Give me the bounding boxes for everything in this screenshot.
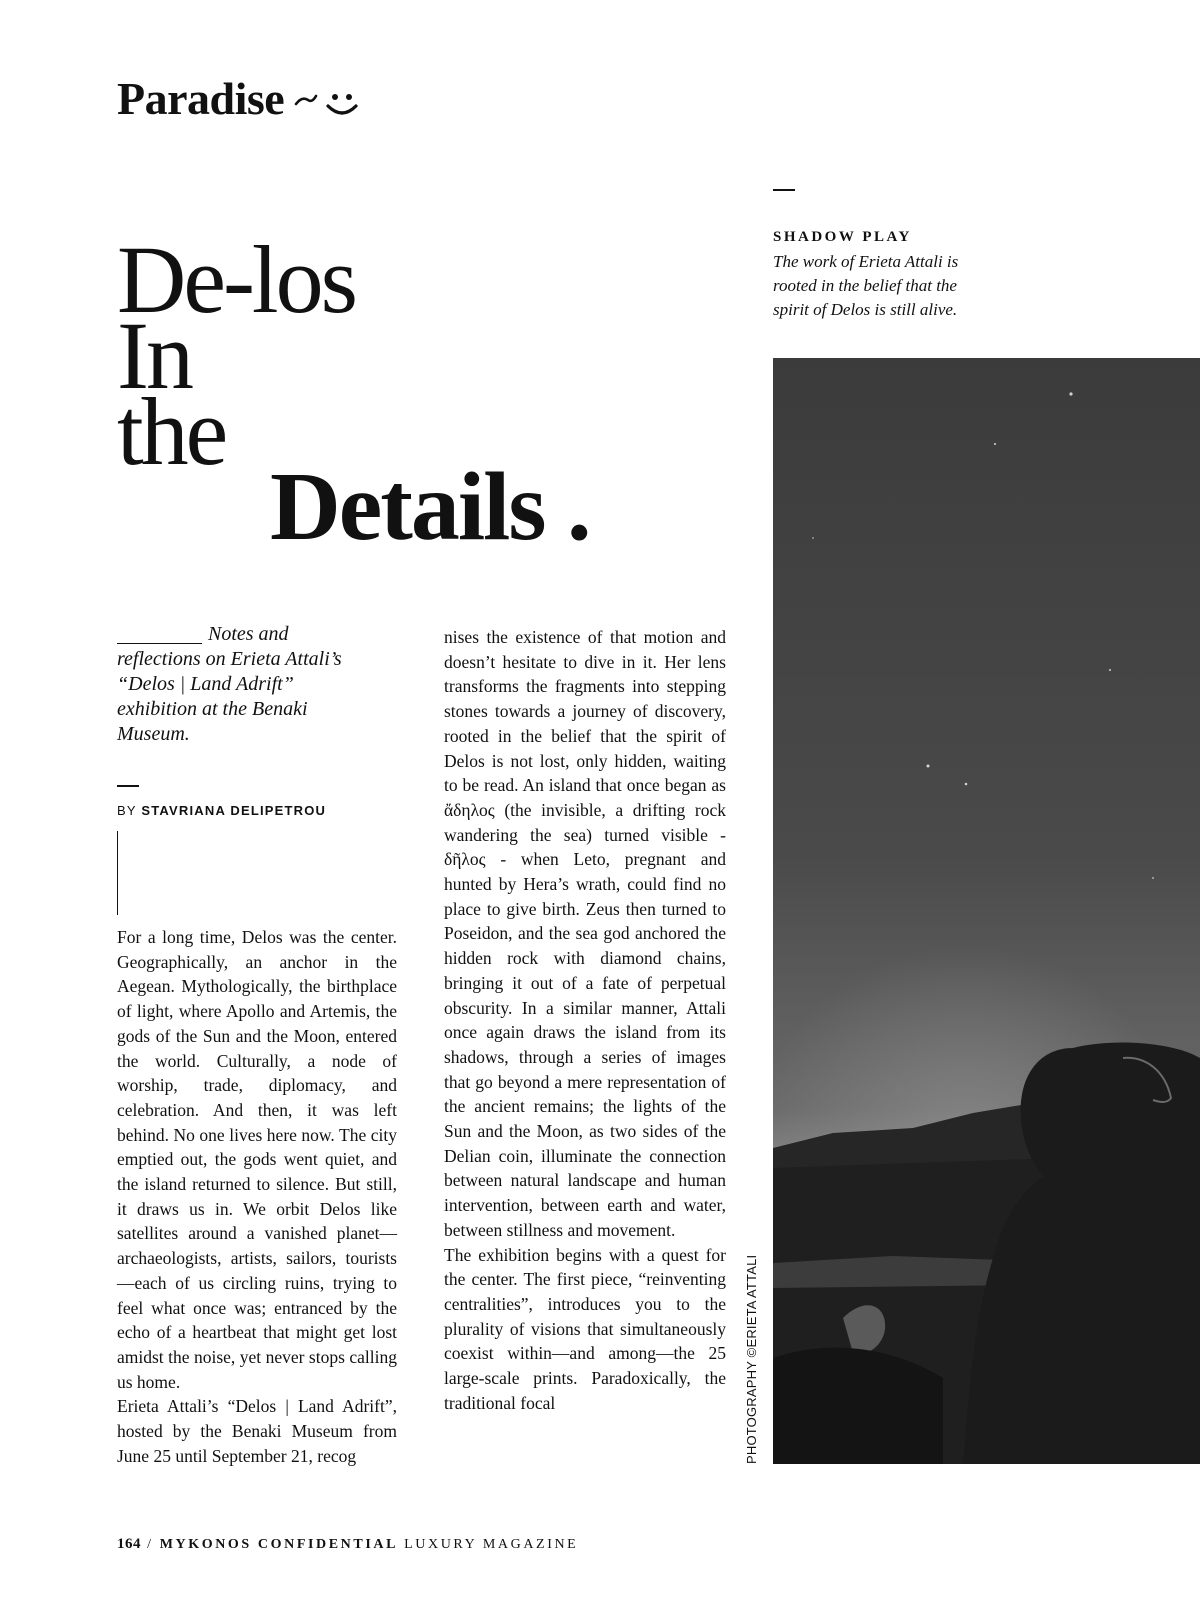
body-column-1 [117, 925, 397, 1468]
page-number: 164 [117, 1536, 141, 1552]
title-line-4: Details . [270, 453, 590, 561]
caption-dash [773, 189, 795, 191]
photo-credit: PHOTOGRAPHY ©ERIETA ATTALI [744, 1254, 759, 1464]
magazine-suffix: LUXURY MAGAZINE [404, 1537, 579, 1552]
body-column-2 [444, 625, 726, 1416]
vertical-rule [117, 831, 118, 915]
smile-squiggle-icon [294, 86, 364, 126]
body-paragraph: For a long time, Delos was the center. Geographically, an anchor in the Aegean. Mythologically, the birthplace of light, where Apollo and Artemis, the gods of the Sun and the Moon, entered the world. Culturally, a node of worship, trade, diplomacy, and celebration. And then, it was left behind. No one lives here now. The city emptied out, the gods went quiet, and the island returned to silence. But still, it draws us in. We orbit Delos like satellites around a vanished planet—archaeologists, artists, sailors, tourists—each of us circling ruins, trying to feel what once was; entranced by the echo of a heartbeat that might get lost amidst the noise, yet never stops calling us home. [117, 927, 397, 1392]
body-paragraph: The exhibition begins with a quest for the center. The first piece, “reinventing centralities”, introduces you to the plurality of visions that simultaneously coexist within—and among—the 25 large-scale prints. Paradoxically, the traditional focal [444, 1244, 726, 1413]
title-line-1: De-los [117, 226, 355, 333]
title-line-2: In [117, 302, 191, 409]
page-footer [117, 1536, 578, 1553]
title-line-3: the [117, 378, 226, 485]
night-sky-silhouette-photo [773, 358, 1200, 1464]
magazine-name: MYKONOS CONFIDENTIAL [159, 1537, 399, 1552]
body-paragraph: Erieta Attali’s “Delos | Land Adrift”, hosted by the Benaki Museum from June 25 until September 21, recog [117, 1396, 397, 1466]
section-title: Paradise [117, 73, 285, 124]
byline-prefix: BY [117, 803, 137, 818]
caption-kicker: SHADOW PLAY [773, 229, 912, 245]
byline [117, 803, 326, 818]
byline-author: STAVRIANA DELIPETROU [141, 803, 327, 818]
footer-separator: / [147, 1537, 154, 1552]
caption-text: The work of Erieta Attali is rooted in the belief that the spirit of Delos is still alive. [773, 252, 959, 319]
byline-dash [117, 785, 139, 787]
standfirst: Notes and reflections on Erieta Attali’s “Delos | Land Adrift” exhibition at the Benaki Museum. [117, 623, 342, 745]
body-paragraph: nises the existence of that motion and doesn’t hesitate to dive in it. Her lens transforms the fragments into stepping stones towards a journey of discovery, rooted in the belief that the spirit of Delos is not lost, only hidden, waiting to be read. An island that once began as ἄδηλος (the invisible, a drifting rock wandering the sea) turned visible - δῆλος - when Leto, pregnant and hunted by Hera’s wrath, could find no place to give birth. Zeus then turned to Poseidon, and the sea god anchored the hidden rock with diamond chains, bringing it out of a fate of perpetual obscurity. In a similar manner, Attali once again draws the island from its shadows, through a series of images that go beyond a mere representation of the ancient remains; the lights of the Sun and the Moon, as two sides of the Delian coin, illuminate the connection between natural landscape and human intervention, between earth and water, between stillness and movement. [444, 627, 726, 1240]
